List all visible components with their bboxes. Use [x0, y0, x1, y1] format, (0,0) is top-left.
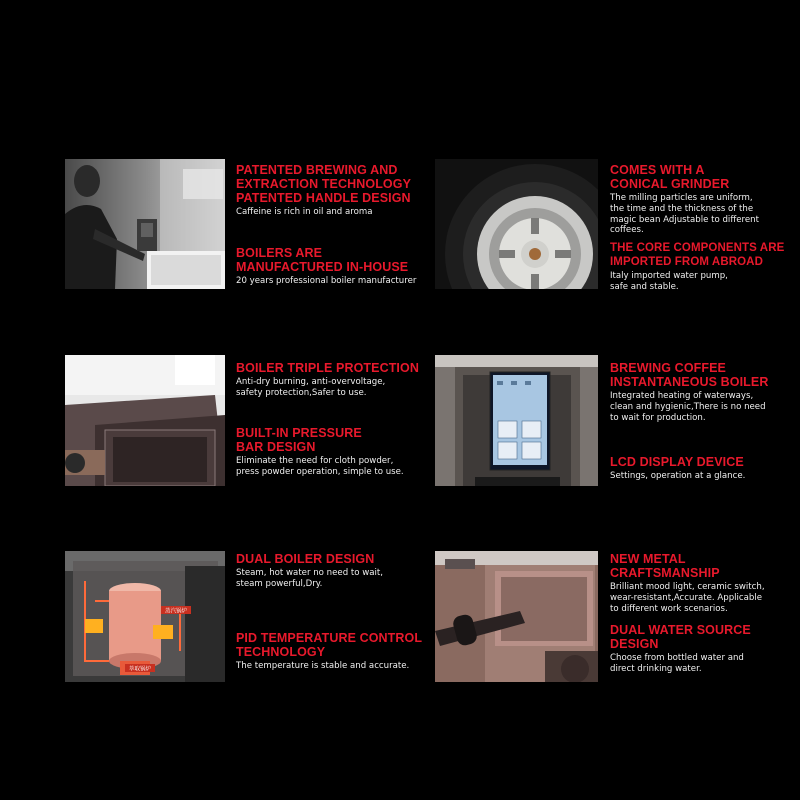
barista-photo: [65, 159, 225, 289]
feature-description: [610, 271, 795, 293]
feature-description: [610, 582, 795, 614]
feature-description: [610, 471, 795, 482]
desc-line: Caffeine is rich in oil and aroma: [236, 207, 373, 217]
desc-line: clean and hygienic,There is no need: [610, 401, 766, 412]
desc-line: safety protection,Safer to use.: [236, 387, 367, 398]
conical-grinder-photo: [435, 159, 598, 289]
extraction-boiler-label: 萃取锅炉: [128, 666, 152, 673]
feature-heading: [610, 163, 790, 191]
desc-line: 20 years professional boiler manufacturer: [236, 276, 417, 286]
feature-heading: [236, 163, 426, 205]
desc-line: to different work scenarios.: [610, 603, 728, 614]
heading-line: TECHNOLOGY: [236, 645, 326, 659]
boiler-protection-photo: [65, 355, 225, 486]
desc-line: Brilliant mood light, ceramic switch,: [610, 582, 765, 592]
feature-heading: [236, 552, 426, 566]
feature-block: [236, 246, 426, 287]
feature-block: [610, 623, 795, 675]
heading-line: DUAL WATER SOURCE: [610, 623, 751, 637]
heading-line: PATENTED HANDLE DESIGN: [236, 191, 411, 205]
feature-block: [610, 552, 795, 614]
feature-description: [236, 207, 426, 218]
heading-line: PATENTED BREWING AND: [236, 163, 398, 177]
heading-line: EXTRACTION TECHNOLOGY: [236, 177, 412, 191]
feature-heading: [610, 455, 795, 469]
heading-line: MANUFACTURED IN-HOUSE: [236, 260, 409, 274]
heading-line: BAR DESIGN: [236, 440, 316, 454]
heading-line: PID TEMPERATURE CONTROL: [236, 631, 423, 645]
feature-description: [236, 661, 431, 672]
feature-block: [236, 361, 426, 399]
desc-line: Integrated heating of waterways,: [610, 391, 754, 401]
feature-description: [236, 276, 426, 287]
desc-line: Steam, hot water no need to wait,: [236, 568, 384, 578]
desc-line: The milling particles are uniform,: [610, 193, 753, 203]
feature-block: [610, 361, 795, 423]
feature-heading: [236, 246, 426, 274]
feature-heading: [610, 241, 795, 269]
desc-line: steam powerful,Dry.: [236, 578, 323, 589]
desc-line: Anti-dry burning, anti-overvoltage,: [236, 377, 386, 387]
feature-heading: [236, 361, 426, 375]
heading-line: COMES WITH A: [610, 163, 705, 177]
heading-line: BUILT-IN PRESSURE: [236, 426, 362, 440]
feature-description: [236, 456, 426, 478]
feature-description: [610, 653, 795, 675]
heading-line: NEW METAL: [610, 552, 686, 566]
desc-line: Choose from bottled water and: [610, 653, 744, 663]
feature-block: [610, 163, 790, 236]
desc-line: to wait for production.: [610, 412, 706, 423]
feature-heading: [236, 631, 431, 659]
feature-block: [236, 552, 426, 590]
desc-line: The temperature is stable and accurate.: [236, 661, 410, 671]
feature-description: [236, 568, 426, 590]
heading-line: BOILERS ARE: [236, 246, 323, 260]
feature-description: [236, 377, 426, 399]
desc-line: Italy imported water pump,: [610, 271, 728, 281]
heading-line: CONICAL GRINDER: [610, 177, 730, 191]
feature-block: [610, 241, 795, 293]
heading-line: BOILER TRIPLE PROTECTION: [236, 361, 419, 375]
heading-line: BREWING COFFEE: [610, 361, 726, 375]
feature-block: [236, 163, 426, 218]
feature-block: [236, 631, 431, 672]
desc-line: Eliminate the need for cloth powder,: [236, 456, 394, 466]
heading-line: INSTANTANEOUS BOILER: [610, 375, 769, 389]
desc-line: Settings, operation at a glance.: [610, 471, 746, 481]
steam-boiler-label: 蒸汽锅炉: [164, 608, 188, 615]
heading-line: DESIGN: [610, 637, 659, 651]
feature-description: [610, 391, 795, 423]
feature-heading: [610, 623, 795, 651]
desc-line: magic bean Adjustable to different: [610, 214, 759, 225]
metal-craftsmanship-photo: [435, 551, 598, 682]
feature-block: [610, 455, 795, 482]
desc-line: safe and stable.: [610, 281, 679, 292]
feature-block: [236, 426, 426, 478]
heading-line: IMPORTED FROM ABROAD: [610, 256, 763, 268]
dual-boiler-photo: [65, 551, 225, 682]
feature-heading: [610, 552, 795, 580]
heading-line: CRAFTSMANSHIP: [610, 566, 720, 580]
lcd-display-photo: [435, 355, 598, 486]
desc-line: wear-resistant,Accurate. Applicable: [610, 592, 763, 603]
desc-line: coffees.: [610, 225, 644, 236]
feature-description: [610, 193, 790, 236]
feature-heading: [236, 426, 426, 454]
heading-line: THE CORE COMPONENTS ARE: [610, 242, 785, 254]
desc-line: the time and the thickness of the: [610, 203, 754, 214]
feature-heading: [610, 361, 795, 389]
desc-line: direct drinking water.: [610, 663, 702, 674]
heading-line: LCD DISPLAY DEVICE: [610, 455, 744, 469]
desc-line: press powder operation, simple to use.: [236, 466, 404, 477]
heading-line: DUAL BOILER DESIGN: [236, 552, 375, 566]
